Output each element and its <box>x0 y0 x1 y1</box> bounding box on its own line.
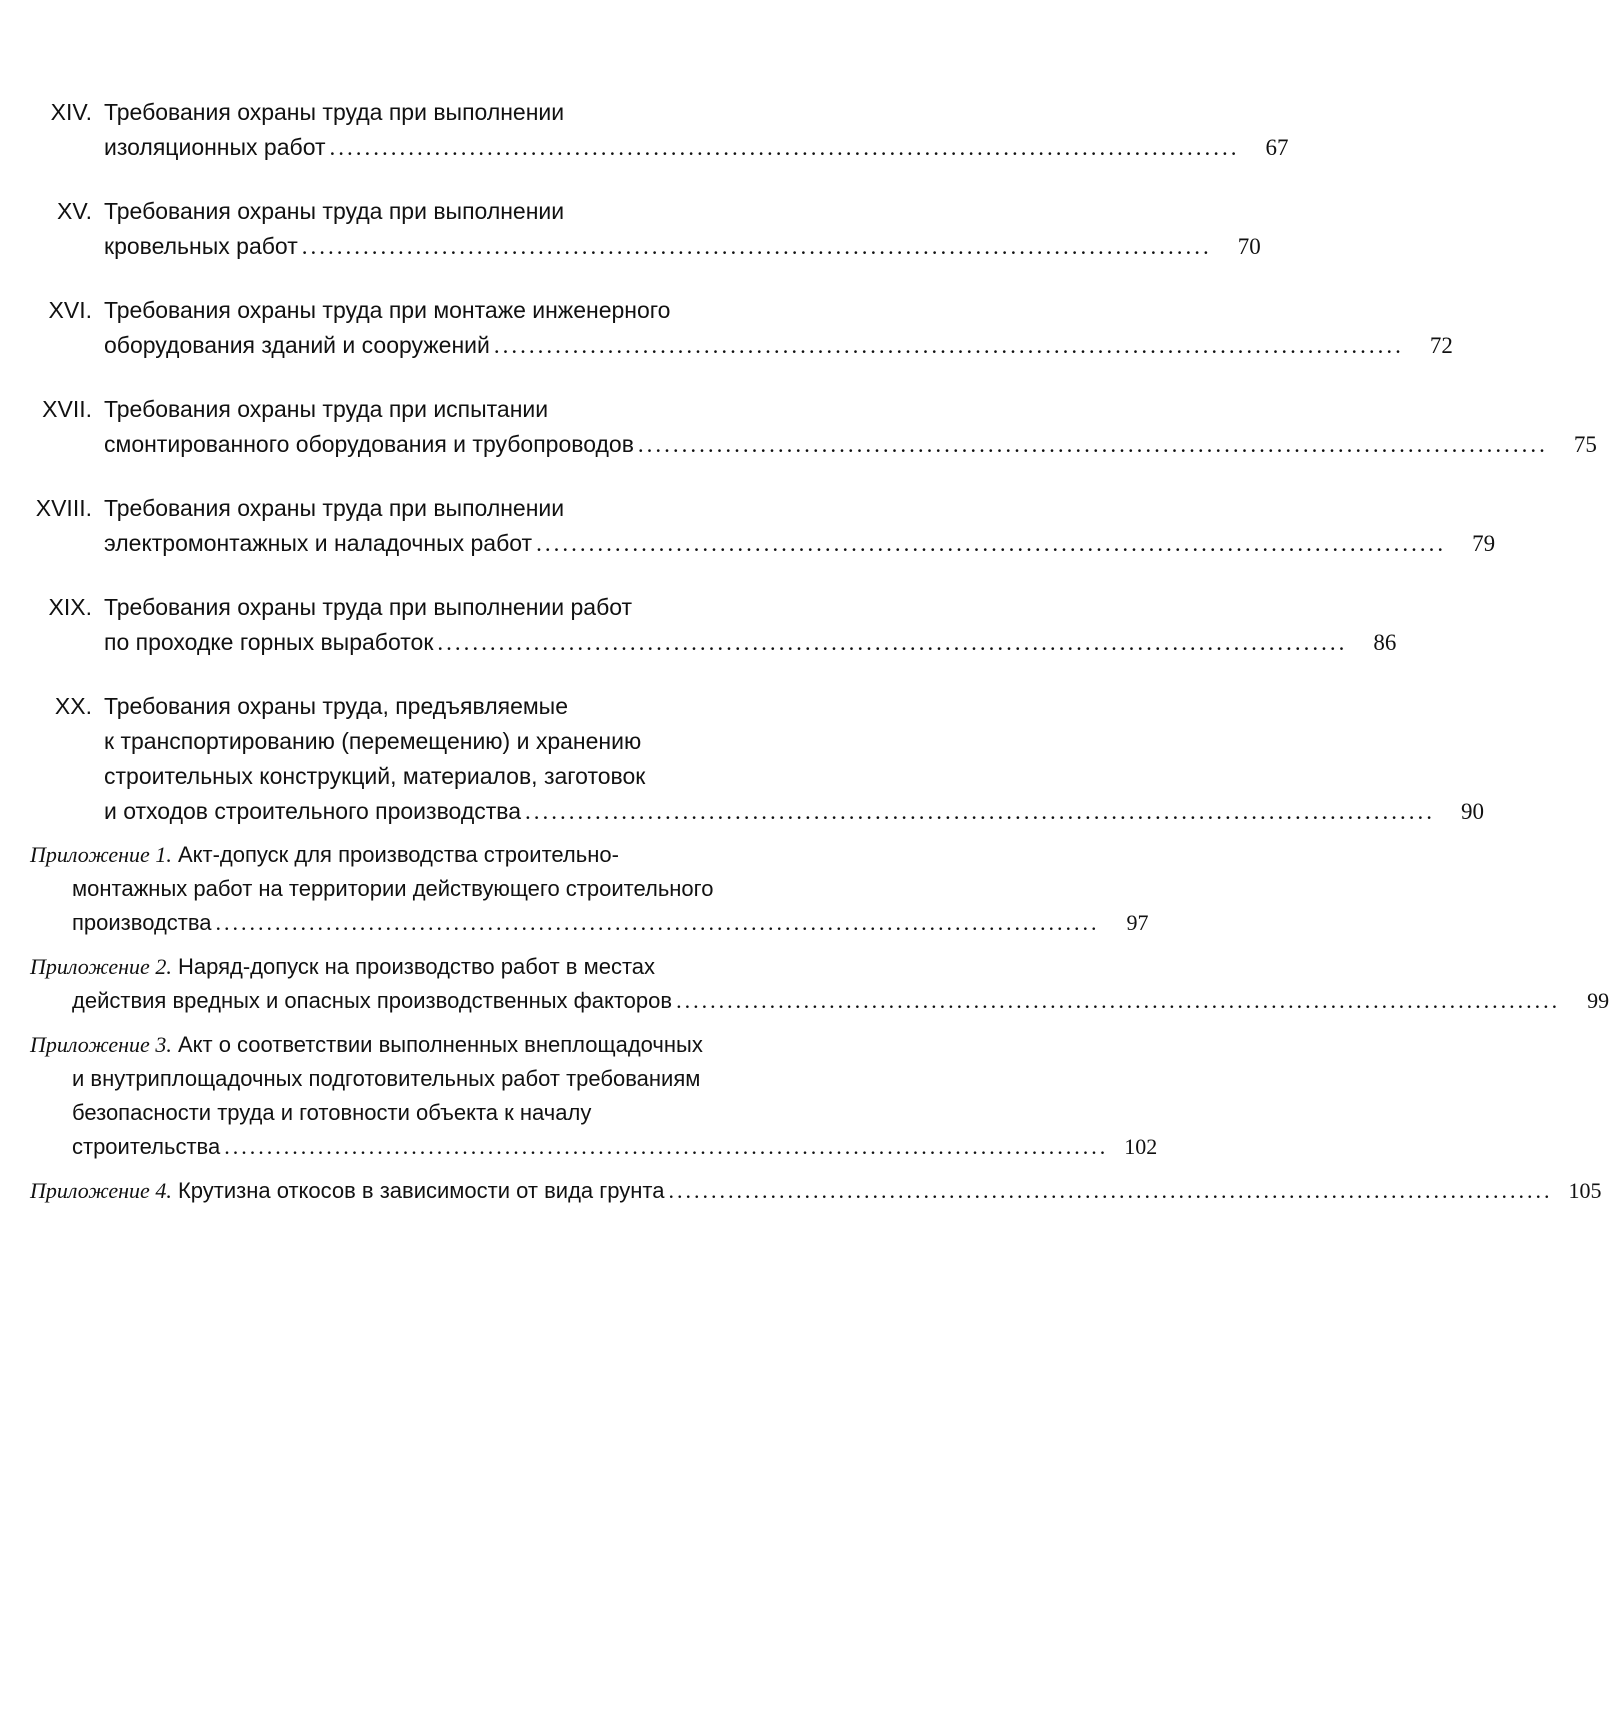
entry-leader-line <box>104 130 1289 165</box>
appendix-leader-line <box>72 984 1609 1018</box>
appendix-title: Акт о соответствии выполненных внеплощадочных <box>177 1032 703 1057</box>
entry-title-line: Требования охраны труда при выполнении <box>104 99 565 125</box>
appendix-first-line <box>30 838 888 872</box>
appendix-leader-line <box>72 1130 1158 1164</box>
entry-title-line: смонтированного оборудования и трубопроводов <box>104 431 634 457</box>
appendix-continuation <box>30 1062 1158 1164</box>
entry-number: XV. <box>57 198 92 224</box>
entry-number: XIV. <box>50 99 92 125</box>
entry-leader-line <box>104 427 1597 462</box>
appendix-page-number: 105 <box>1568 1178 1602 1203</box>
entry-leader-line <box>104 229 1261 264</box>
entry-title-line: Требования охраны труда, предъявляемые <box>104 693 568 719</box>
toc-entry-xv[interactable] <box>0 194 1261 264</box>
toc-appendices <box>30 838 1609 1218</box>
appendix-entry-3[interactable] <box>30 1028 1158 1164</box>
entry-page-number: 70 <box>1237 234 1261 259</box>
entry-number: XVIII. <box>35 495 92 521</box>
appendix-title: Наряд-допуск на производство работ в местах <box>177 954 656 979</box>
appendix-leader-line <box>72 906 1149 940</box>
appendix-continuation <box>30 984 1609 1018</box>
dot-leader: ........................................................................................................ <box>329 135 1240 160</box>
dot-leader: ........................................................................................................ <box>676 988 1561 1013</box>
entry-page-number: 79 <box>1472 531 1496 556</box>
toc-entry-xvi[interactable] <box>0 293 1453 363</box>
entry-title-line: изоляционных работ <box>104 134 326 160</box>
entry-title-line: Требования охраны труда при испытании <box>104 396 549 422</box>
toc-entry-xiv[interactable] <box>0 95 1289 165</box>
dot-leader: ........................................................................................................ <box>637 432 1548 457</box>
appendix-label: Приложение 2. <box>30 954 172 979</box>
entry-body <box>104 293 1453 363</box>
appendix-page-number: 97 <box>1126 910 1149 935</box>
appendix-title-line: производства <box>72 910 212 935</box>
dot-leader: ........................................................................................................ <box>536 531 1447 556</box>
entry-number: XX. <box>54 693 92 719</box>
appendix-entry-1[interactable] <box>30 838 1149 940</box>
entry-title-line: оборудования зданий и сооружений <box>104 332 490 358</box>
entry-body <box>104 392 1597 462</box>
appendix-entry-2[interactable] <box>30 950 1609 1018</box>
entry-title-line: по проходке горных выработок <box>104 629 434 655</box>
appendix-entry-4[interactable] <box>30 1174 1602 1208</box>
entry-page-number: 72 <box>1429 333 1453 358</box>
entry-body <box>104 95 1289 165</box>
toc-entry-xviii[interactable] <box>0 491 1496 561</box>
entry-title-line: кровельных работ <box>104 233 298 259</box>
appendix-label: Приложение 3. <box>30 1032 172 1057</box>
entry-title-line: электромонтажных и наладочных работ <box>104 530 533 556</box>
appendix-first-line <box>30 1174 664 1208</box>
appendix-label: Приложение 4. <box>30 1178 172 1203</box>
appendix-label: Приложение 1. <box>30 842 172 867</box>
appendix-title-line: безопасности труда и готовности объекта к началу <box>72 1100 592 1125</box>
dot-leader: ........................................................................................................ <box>493 333 1404 358</box>
appendix-leader-line <box>30 1174 1602 1208</box>
toc-sections <box>0 95 1597 858</box>
entry-title-line: Требования охраны труда при выполнении работ <box>104 594 633 620</box>
entry-title-line: к транспортированию (перемещению) и хранению <box>104 728 642 754</box>
entry-page-number: 86 <box>1373 630 1397 655</box>
appendix-title-line: строительства <box>72 1134 221 1159</box>
toc-entry-xix[interactable] <box>0 590 1397 660</box>
entry-body <box>104 491 1496 561</box>
appendix-title: Крутизна откосов в зависимости от вида грунта <box>177 1178 665 1203</box>
entry-number: XIX. <box>48 594 92 620</box>
dot-leader: ........................................................................................................ <box>525 799 1436 824</box>
entry-page-number: 67 <box>1265 135 1289 160</box>
entry-title-line: и отходов строительного производства <box>104 798 522 824</box>
appendix-first-line <box>30 1028 888 1062</box>
entry-page-number: 90 <box>1461 799 1485 824</box>
entry-leader-line <box>104 526 1496 561</box>
toc-entry-xvii[interactable] <box>0 392 1597 462</box>
appendix-title-line: монтажных работ на территории действующего строительного <box>72 876 714 901</box>
entry-page-number: 75 <box>1573 432 1597 457</box>
toc-entry-xx[interactable] <box>0 689 1485 829</box>
dot-leader: ........................................................................................................ <box>668 1178 1553 1203</box>
entry-title-line: Требования охраны труда при монтаже инженерного <box>104 297 671 323</box>
dot-leader: ........................................................................................................ <box>215 910 1100 935</box>
dot-leader: ........................................................................................................ <box>301 234 1212 259</box>
appendix-title: Акт-допуск для производства строительно- <box>177 842 619 867</box>
entry-number: XVI. <box>48 297 92 323</box>
entry-body <box>104 194 1261 264</box>
appendix-page-number: 99 <box>1587 988 1609 1013</box>
appendix-first-line <box>30 950 888 984</box>
entry-body <box>104 590 1397 660</box>
entry-leader-line <box>104 794 1485 829</box>
entry-title-line: Требования охраны труда при выполнении <box>104 495 565 521</box>
appendix-continuation <box>30 872 1149 940</box>
entry-leader-line <box>104 625 1397 660</box>
entry-leader-line <box>104 328 1453 363</box>
appendix-page-number: 102 <box>1124 1134 1158 1159</box>
entry-title-line: Требования охраны труда при выполнении <box>104 198 565 224</box>
appendix-title-line: и внутриплощадочных подготовительных работ требованиям <box>72 1066 701 1091</box>
entry-title-line: строительных конструкций, материалов, заготовок <box>104 763 646 789</box>
entry-number: XVII. <box>42 396 92 422</box>
dot-leader: ........................................................................................................ <box>224 1134 1109 1159</box>
appendix-title-line: действия вредных и опасных производственных факторов <box>72 988 673 1013</box>
dot-leader: ........................................................................................................ <box>437 630 1348 655</box>
entry-body <box>104 689 1485 829</box>
